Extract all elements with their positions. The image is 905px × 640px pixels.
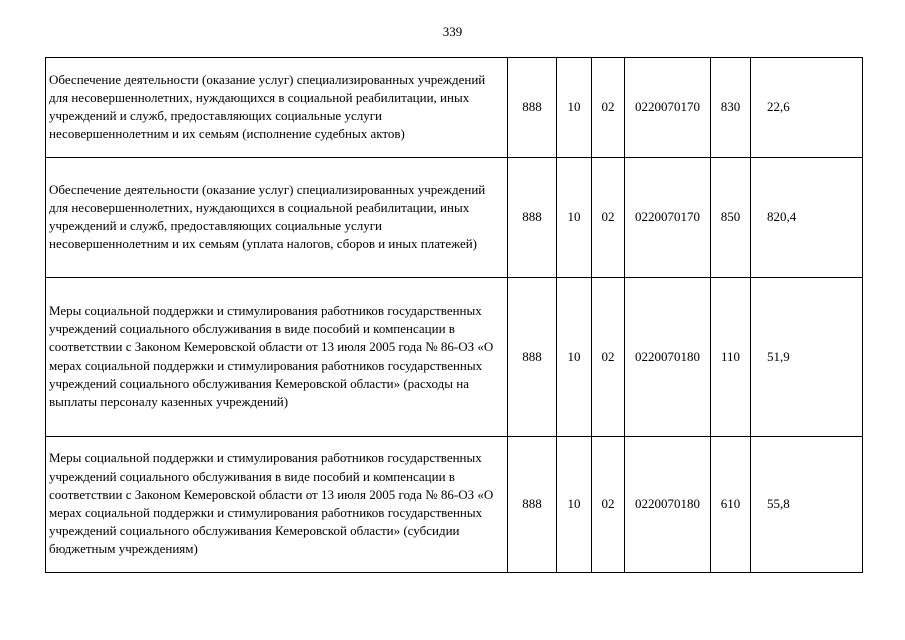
section-code: 10 bbox=[557, 278, 592, 437]
ministry-code: 888 bbox=[508, 58, 557, 158]
table-row bbox=[46, 158, 863, 278]
expense-type-code: 610 bbox=[711, 437, 751, 573]
subsection-code: 02 bbox=[592, 58, 625, 158]
table-row bbox=[46, 437, 863, 573]
target-article-code: 0220070170 bbox=[625, 58, 711, 158]
section-code: 10 bbox=[557, 58, 592, 158]
row-description: Обеспечение деятельности (оказание услуг) специализированных учреждений для несовершеннолетних, нуждающихся в социальной реабилитации, иных учреждений и служб, предоставляющих социальные услуги несовершеннолетним и их семьям (уплата налогов, сборов и иных платежей) bbox=[46, 158, 508, 278]
row-description: Меры социальной поддержки и стимулирования работников государственных учреждений социального обслуживания в виде пособий и компенсации в соответствии с Законом Кемеровской области от 13 июля 2005 года № 86-ОЗ «О мерах социальной поддержки и стимулирования работников государственных учреждений социального обслуживания Кемеровской области» (субсидии бюджетным учреждениям) bbox=[46, 437, 508, 573]
ministry-code: 888 bbox=[508, 158, 557, 278]
section-code: 10 bbox=[557, 158, 592, 278]
row-description: Обеспечение деятельности (оказание услуг) специализированных учреждений для несовершеннолетних, нуждающихся в социальной реабилитации, иных учреждений и служб, предоставляющих социальные услуги несовершеннолетним и их семьям (исполнение судебных актов) bbox=[46, 58, 508, 158]
target-article-code: 0220070180 bbox=[625, 278, 711, 437]
section-code: 10 bbox=[557, 437, 592, 573]
subsection-code: 02 bbox=[592, 437, 625, 573]
amount: 820,4 bbox=[751, 158, 863, 278]
page-number: 339 bbox=[442, 24, 463, 39]
target-article-code: 0220070180 bbox=[625, 437, 711, 573]
expense-type-code: 830 bbox=[711, 58, 751, 158]
expense-type-code: 850 bbox=[711, 158, 751, 278]
amount: 55,8 bbox=[751, 437, 863, 573]
ministry-code: 888 bbox=[508, 278, 557, 437]
table-row bbox=[46, 58, 863, 158]
table-row bbox=[46, 278, 863, 437]
subsection-code: 02 bbox=[592, 278, 625, 437]
budget-table bbox=[45, 57, 863, 573]
expense-type-code: 110 bbox=[711, 278, 751, 437]
subsection-code: 02 bbox=[592, 158, 625, 278]
target-article-code: 0220070170 bbox=[625, 158, 711, 278]
row-description: Меры социальной поддержки и стимулирования работников государственных учреждений социального обслуживания в виде пособий и компенсации в соответствии с Законом Кемеровской области от 13 июля 2005 года № 86-ОЗ «О мерах социальной поддержки и стимулирования работников государственных учреждений социального обслуживания Кемеровской области» (расходы на выплаты персоналу казенных учреждений) bbox=[46, 278, 508, 437]
amount: 51,9 bbox=[751, 278, 863, 437]
ministry-code: 888 bbox=[508, 437, 557, 573]
amount: 22,6 bbox=[751, 58, 863, 158]
